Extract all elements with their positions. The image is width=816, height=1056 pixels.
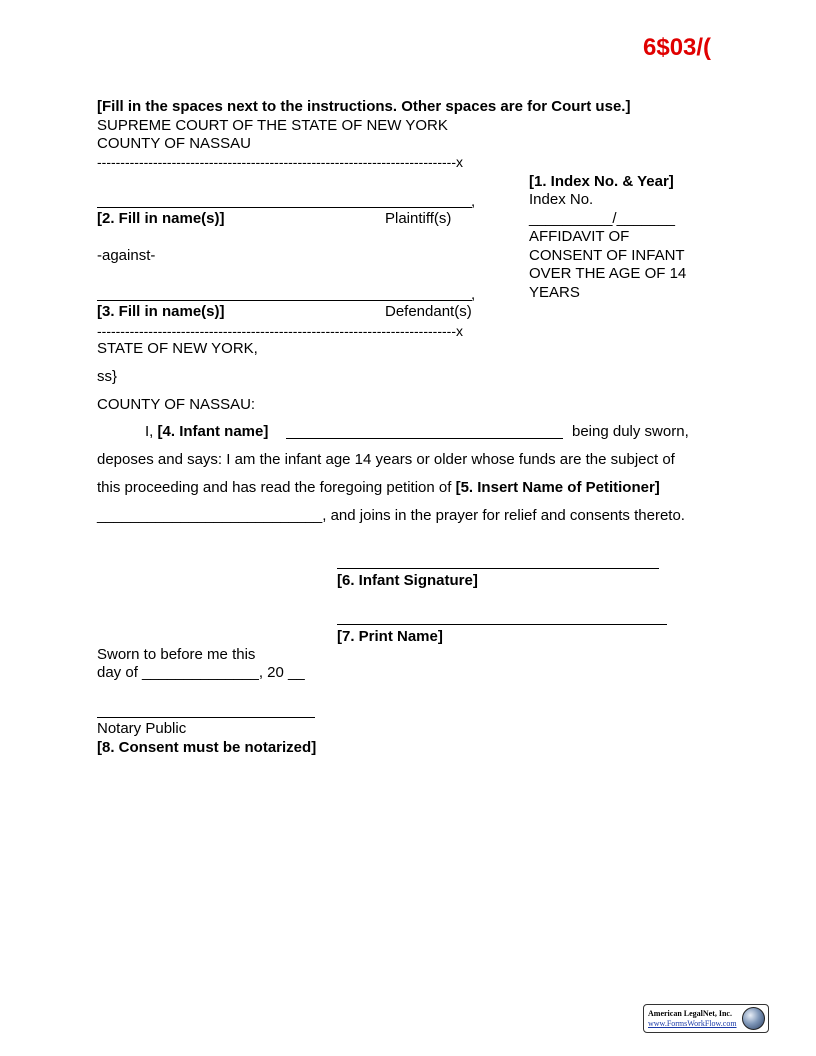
notary-signature-line[interactable] xyxy=(97,717,315,718)
doc-title-line: YEARS xyxy=(529,284,580,301)
caption-top-divider: -----------------------------------------------------------------------------x xyxy=(97,154,463,170)
fill-instruction: [Fill in the spaces next to the instructions. Other spaces are for Court use.] xyxy=(97,98,631,115)
notarize-instruction: [8. Consent must be notarized] xyxy=(97,739,317,756)
plaintiff-instruction: [2. Fill in name(s)] xyxy=(97,210,225,227)
badge-company: American LegalNet, Inc. xyxy=(648,1009,732,1018)
venue-county: COUNTY OF NASSAU: xyxy=(97,396,256,413)
affidavit-line-2: deposes and says: I am the infant age 14 years or older whose funds are the subject of xyxy=(97,451,675,468)
index-instruction: [1. Index No. & Year] xyxy=(529,173,674,190)
affidavit-line-4 xyxy=(97,506,685,526)
affidavit-line-3-text: this proceeding and has read the foregoing petition of xyxy=(97,479,456,496)
infant-signature-label: [6. Infant Signature] xyxy=(337,572,478,589)
red-stamp-text: 6$03/( xyxy=(643,34,712,61)
affiant-intro xyxy=(145,422,268,442)
notary-public-label: Notary Public xyxy=(97,720,187,737)
petitioner-instruction: [5. Insert Name of Petitioner] xyxy=(455,479,660,496)
court-county: COUNTY OF NASSAU xyxy=(97,135,251,152)
index-number-field[interactable]: __________/_______ xyxy=(529,210,675,227)
print-name-line[interactable] xyxy=(337,624,667,625)
plaintiff-comma: , xyxy=(471,193,476,210)
doc-title-line: OVER THE AGE OF 14 xyxy=(529,265,687,282)
defendant-name-line[interactable] xyxy=(97,300,472,301)
globe-icon xyxy=(742,1007,765,1030)
print-name-label: [7. Print Name] xyxy=(337,628,443,645)
sworn-text: being duly sworn, xyxy=(572,423,689,440)
affidavit-line-3 xyxy=(97,478,660,498)
index-label: Index No. xyxy=(529,191,594,208)
infant-name-instruction: [4. Infant name] xyxy=(157,423,269,440)
sworn-before-line: Sworn to before me this xyxy=(97,646,256,663)
defendant-comma: , xyxy=(471,286,476,303)
venue-ss: ss} xyxy=(97,368,118,385)
plaintiff-name-line[interactable] xyxy=(97,207,472,208)
doc-title-line: CONSENT OF INFANT xyxy=(529,247,685,264)
infant-name-line[interactable] xyxy=(286,438,563,439)
affiant-i: I, xyxy=(145,423,158,440)
petitioner-name-field[interactable]: ___________________________, xyxy=(97,507,327,524)
against-label: -against- xyxy=(97,247,156,264)
defendant-label: Defendant(s) xyxy=(385,303,472,320)
infant-signature-line[interactable] xyxy=(337,568,659,569)
sworn-date-line[interactable]: day of ______________, 20 __ xyxy=(97,664,305,681)
court-name: SUPREME COURT OF THE STATE OF NEW YORK xyxy=(97,117,448,134)
venue-state: STATE OF NEW YORK, xyxy=(97,340,258,357)
badge-url[interactable]: www.FormsWorkFlow.com xyxy=(648,1019,737,1028)
caption-bottom-divider: -----------------------------------------------------------------------------x xyxy=(97,323,463,339)
legalnet-badge[interactable] xyxy=(643,1004,769,1033)
affidavit-line-4-text: and joins in the prayer for relief and consents thereto. xyxy=(326,507,685,524)
defendant-instruction: [3. Fill in name(s)] xyxy=(97,303,225,320)
doc-title-line: AFFIDAVIT OF xyxy=(529,228,630,245)
plaintiff-label: Plaintiff(s) xyxy=(385,210,452,227)
